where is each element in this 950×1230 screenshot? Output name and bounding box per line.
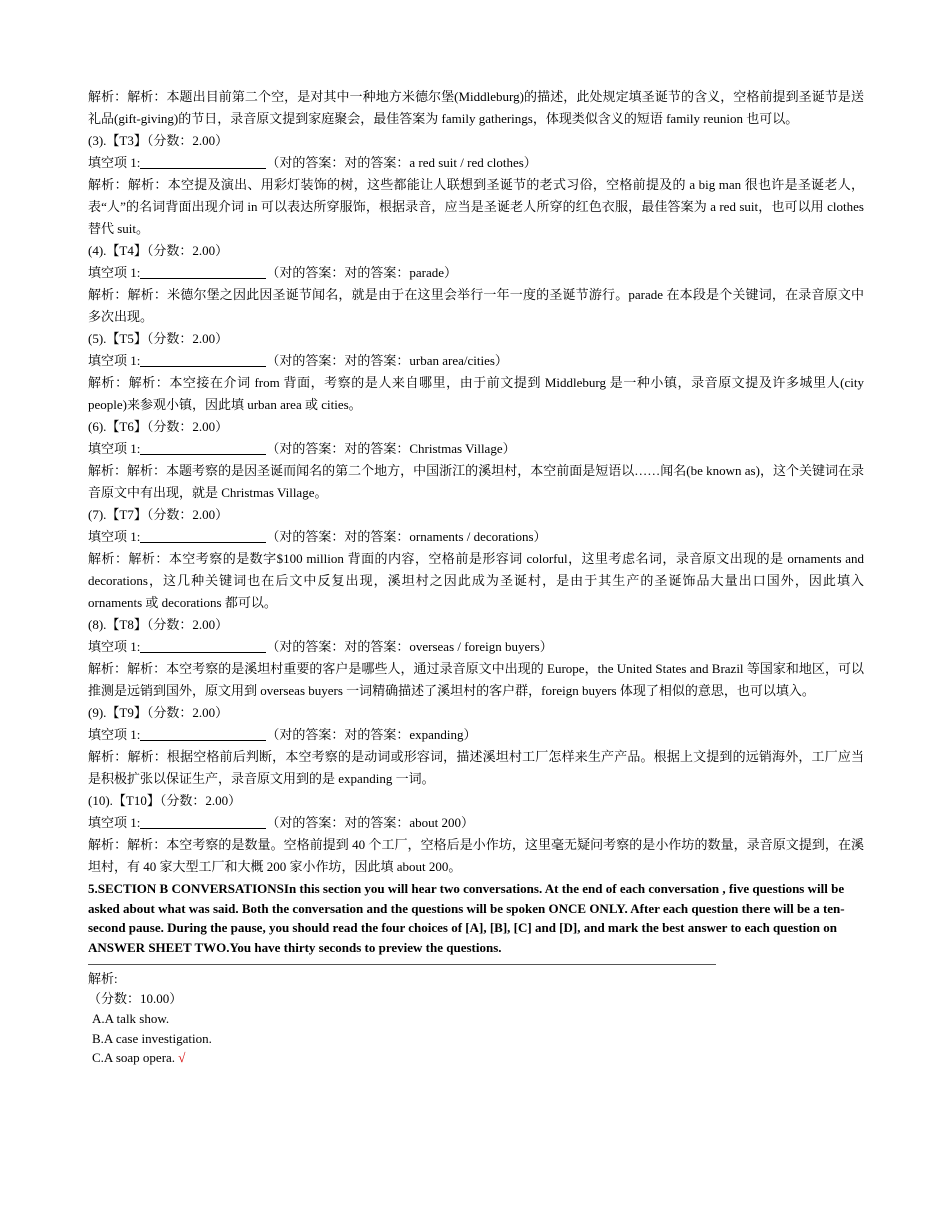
fill-line [88,636,864,658]
analysis-text: 解析：解析：本题考察的是因圣诞而闻名的第二个地方，中国浙江的溪坦村，本空前面是短语以……闻名(be known as)，这个关键词在录音原文中有出现，就是 Christmas Village。 [88,463,864,500]
option-text: C.A soap opera. [92,1050,179,1065]
answer-text: （对的答案：对的答案：about 200） [266,815,475,830]
question-header: (3).【T3】（分数：2.00） [88,133,229,148]
analysis-text: 解析：解析：本空考察的是数量。空格前提到 40 个工厂，空格后是小作坊，这里毫无疑问考察的是小作坊的数量，录音原文提到，在溪坦村，有 40 家大型工厂和大概 200 家小作坊，因此填 about 200。 [88,837,864,874]
fill-line [88,812,864,834]
answer-blank[interactable] [140,727,266,741]
answer-blank[interactable] [140,639,266,653]
answer-blank[interactable] [140,815,266,829]
question-header: (7).【T7】（分数：2.00） [88,507,229,522]
fill-label: 填空项 1: [88,727,141,742]
answer-text: （对的答案：对的答案：expanding） [266,727,477,742]
question-item [88,130,864,240]
document-page [88,86,864,1068]
answer-text: （对的答案：对的答案：a red suit / red clothes） [266,155,537,170]
question-header: (4).【T4】（分数：2.00） [88,243,229,258]
fill-label: 填空项 1: [88,639,141,654]
option-a[interactable] [88,1009,864,1029]
fill-line [88,262,864,284]
divider [88,964,716,965]
analysis-text: 解析：解析：本空考察的是数字$100 million 背面的内容，空格前是形容词 colorful，这里考虑名词，录音原文出现的是 ornaments and decorations，这几种关键词也在后文中反复出现，溪坦村之因此成为圣诞村，是由于其生产的圣诞饰品大量出口国外，因此填入 ornaments 或 decorations 都可以。 [88,551,864,610]
analysis-text: 解析：解析：米德尔堡之因此因圣诞节闻名，就是由于在这里会举行一年一度的圣诞节游行。parade 在本段是个关键词，在录音原文中多次出现。 [88,287,864,324]
fill-line [88,438,864,460]
correct-mark: √ [178,1050,186,1065]
option-b[interactable] [88,1029,864,1049]
analysis-label: 解析: [88,971,118,986]
question-item [88,702,864,790]
answer-blank[interactable] [140,529,266,543]
question-header: (6).【T6】（分数：2.00） [88,419,229,434]
option-text: B.A case investigation. [92,1030,212,1046]
fill-label: 填空项 1: [88,815,141,830]
analysis-text: 解析：解析：本空接在介词 from 背面，考察的是人来自哪里，由于前文提到 Middleburg 是一种小镇，录音原文提及许多城里人(city people)来参观小镇，因此填 urban area 或 cities。 [88,375,864,412]
question-header: (5).【T5】（分数：2.00） [88,331,229,346]
question-item [88,504,864,614]
fill-label: 填空项 1: [88,155,141,170]
fill-line [88,350,864,372]
question-item [88,240,864,328]
analysis-text: 解析：解析：根据空格前后判断，本空考察的是动词或形容词，描述溪坦村工厂怎样来生产产品。根据上文提到的远销海外，工厂应当是积极扩张以保证生产，录音原文用到的是 expanding 一词。 [88,749,864,786]
analysis-t2: 解析：解析：本题出目前第二个空，是对其中一种地方米德尔堡(Middleburg)的描述，此处规定填圣诞节的含义，空格前提到圣诞节是送礼品(gift-giving)的节日，录音原文提到家庭聚会，最佳答案为 family gatherings，体现类似含义的短语 family reunion 也可以。 [88,89,864,126]
fill-label: 填空项 1: [88,441,141,456]
option-text: A.A talk show. [92,1011,170,1026]
section-b-instructions: 5.SECTION B CONVERSATIONSIn this section you will hear two conversations. At the end of each conversation , five questions will be asked about what was said. Both the conversation and the questions will be spoken ONCE ONLY. After each question there will be a ten-second pause. During the pause, you should read the four choices of [A], [B], [C] and [D], and mark the best answer to each question on ANSWER SHEET TWO.You have thirty seconds to preview the questions. [88,881,845,955]
question-header: (10).【T10】（分数：2.00） [88,793,242,808]
fill-label: 填空项 1: [88,529,141,544]
question-item [88,614,864,702]
answer-text: （对的答案：对的答案：parade） [266,265,458,280]
question-item [88,328,864,416]
question-header: (9).【T9】（分数：2.00） [88,705,229,720]
answer-blank[interactable] [140,155,266,169]
option-c[interactable] [88,1048,864,1068]
fill-line [88,152,864,174]
answer-text: （对的答案：对的答案：overseas / foreign buyers） [266,639,553,654]
answer-text: （对的答案：对的答案：urban area/cities） [266,353,508,368]
question-list [88,130,864,878]
question-item [88,790,864,878]
question-item [88,416,864,504]
analysis-text: 解析：解析：本空提及演出、用彩灯装饰的树，这些都能让人联想到圣诞节的老式习俗，空格前提及的 a big man 很也许是圣诞老人，表“人”的名词背面出现介词 in 可以表达所穿服饰，根据录音，应当是圣诞老人所穿的红色衣服，最佳答案为 a red suit，也可以用 clothes 替代 suit。 [88,177,864,236]
answer-blank[interactable] [140,353,266,367]
question-header: (8).【T8】（分数：2.00） [88,617,229,632]
answer-blank[interactable] [140,265,266,279]
answer-text: （对的答案：对的答案：ornaments / decorations） [266,529,547,544]
fill-line [88,526,864,548]
score-label: （分数：10.00） [88,991,183,1006]
analysis-text: 解析：解析：本空考察的是溪坦村重要的客户是哪些人，通过录音原文中出现的 Europe，the United States and Brazil 等国家和地区，可以推测是远销到国外，原文用到 overseas buyers 一词精确描述了溪坦村的客户群，foreign buyers 体现了相似的意思，也可以填入。 [88,661,864,698]
answer-text: （对的答案：对的答案：Christmas Village） [266,441,516,456]
fill-label: 填空项 1: [88,353,141,368]
fill-label: 填空项 1: [88,265,141,280]
answer-blank[interactable] [140,441,266,455]
fill-line [88,724,864,746]
